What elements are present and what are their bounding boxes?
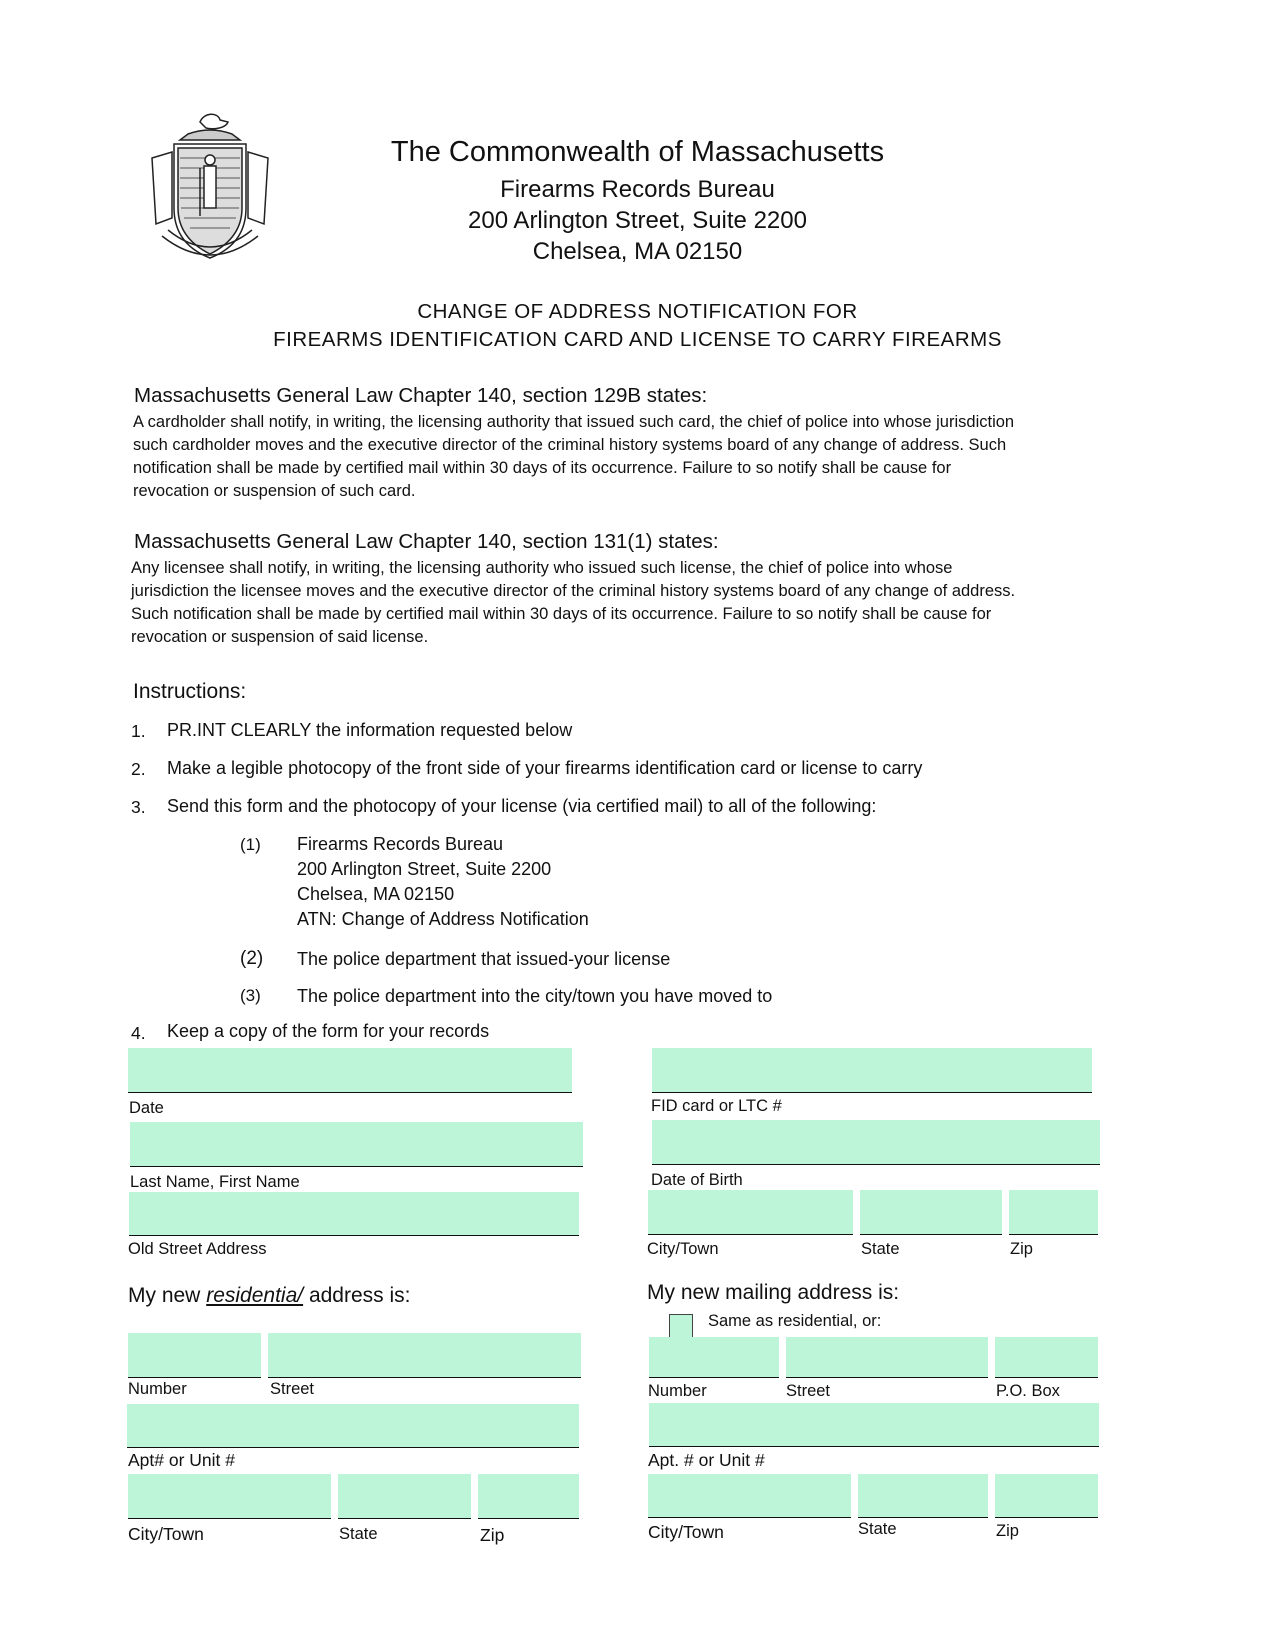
law1-text (133, 411, 1133, 503)
recipient-line: The police department into the city/town you have moved to (297, 986, 773, 1006)
date-of-birth-field[interactable] (652, 1120, 1100, 1165)
same-as-residential-label: Same as residential, or: (708, 1312, 882, 1330)
recipient-number: (2) (240, 948, 264, 969)
same-as-residential-checkbox[interactable] (669, 1314, 693, 1338)
form-title-line1: CHANGE OF ADDRESS NOTIFICATION FOR (417, 300, 858, 323)
bureau-street: 200 Arlington Street, Suite 2200 (468, 207, 807, 234)
recipient-line: ATN: Change of Address Notification (297, 909, 589, 929)
mailing-apt-label: Apt. # or Unit # (648, 1450, 765, 1470)
old-zip-field[interactable] (1009, 1190, 1098, 1235)
mailing-state-label: State (858, 1520, 897, 1538)
instructions-heading: Instructions: (133, 680, 247, 703)
residential-state-label: State (339, 1525, 378, 1543)
residential-street-label: Street (270, 1380, 315, 1398)
fid-ltc-number-label: FID card or LTC # (651, 1097, 782, 1115)
bureau-name: Firearms Records Bureau (500, 176, 775, 203)
old-city-label: City/Town (647, 1240, 719, 1258)
date-label: Date (129, 1099, 164, 1117)
name-label: Last Name, First Name (130, 1173, 300, 1191)
name-field[interactable] (130, 1122, 583, 1167)
bureau-city: Chelsea, MA 02150 (532, 238, 743, 265)
law2-line: revocation or suspension of said license. (131, 628, 429, 646)
old-street-address-field[interactable] (129, 1192, 579, 1236)
step-number: 1. (131, 721, 146, 741)
step-text: Make a legible photocopy of the front side of your firearms identification card or license to carry (167, 758, 923, 778)
recipient-line: Firearms Records Bureau (297, 834, 504, 854)
date-field[interactable] (128, 1048, 572, 1093)
law1-line: revocation or suspension of such card. (133, 482, 416, 500)
residential-city-field[interactable] (128, 1474, 331, 1519)
mailing-pobox-label: P.O. Box (996, 1382, 1060, 1400)
residential-zip-field[interactable] (478, 1474, 579, 1519)
step-text: Send this form and the photocopy of your license (via certified mail) to all of the following: (167, 796, 877, 816)
residential-city-label: City/Town (128, 1524, 204, 1544)
residential-street-field[interactable] (268, 1333, 581, 1378)
law2-line: jurisdiction the licensee moves and the executive director of the criminal history systems board of any change of address. (131, 582, 1016, 600)
residential-number-field[interactable] (128, 1333, 261, 1378)
mailing-number-field[interactable] (649, 1337, 779, 1378)
mailing-heading: My new mailing address is: (647, 1281, 900, 1304)
recipient-address (297, 832, 589, 932)
residential-heading-pre: My new (128, 1284, 201, 1307)
law1-line: A cardholder shall notify, in writing, the licensing authority that issued such card, the chief of police into whose jurisdiction (133, 413, 1015, 431)
residential-state-field[interactable] (338, 1474, 471, 1519)
mailing-zip-label: Zip (996, 1522, 1019, 1540)
step-text: PR.INT CLEARLY the information requested below (167, 720, 573, 740)
mailing-number-label: Number (648, 1382, 707, 1400)
residential-heading (128, 1284, 410, 1308)
residential-zip-label: Zip (480, 1525, 505, 1545)
step-number: 4. (131, 1023, 146, 1043)
mailing-street-field[interactable] (786, 1337, 988, 1378)
mailing-street-label: Street (786, 1382, 831, 1400)
mailing-city-field[interactable] (648, 1474, 851, 1518)
old-state-label: State (861, 1240, 900, 1258)
law2-line: Any licensee shall notify, in writing, the licensing authority who issued such license, the chief of police into whose (131, 559, 953, 577)
mailing-state-field[interactable] (858, 1474, 988, 1518)
law1-line: notification shall be made by certified mail within 30 days of its occurrence. Failure to so notify shall be cause for (133, 459, 952, 477)
old-zip-label: Zip (1010, 1240, 1033, 1258)
recipient-number: (1) (240, 835, 261, 854)
residential-heading-word: residentia/ (206, 1284, 304, 1307)
fid-ltc-number-field[interactable] (652, 1048, 1092, 1093)
residential-number-label: Number (128, 1380, 187, 1398)
recipient-line: 200 Arlington Street, Suite 2200 (297, 859, 552, 879)
step-number: 3. (131, 797, 146, 817)
law2-text (131, 557, 1131, 649)
mailing-zip-field[interactable] (995, 1474, 1098, 1518)
mailing-pobox-field[interactable] (995, 1337, 1098, 1378)
law2-line: Such notification shall be made by certified mail within 30 days of its occurrence. Failure to so notify shall be cause for (131, 605, 992, 623)
law1-line: such cardholder moves and the executive director of the criminal history systems board of any change of address. Such (133, 436, 1007, 454)
old-state-field[interactable] (860, 1190, 1002, 1235)
residential-heading-post: address is: (308, 1284, 411, 1307)
law1-heading: Massachusetts General Law Chapter 140, section 129B states: (134, 384, 708, 407)
step-number: 2. (131, 759, 146, 779)
old-street-address-label: Old Street Address (128, 1240, 267, 1258)
recipient-line: Chelsea, MA 02150 (297, 884, 455, 904)
recipient-number: (3) (240, 986, 261, 1005)
law2-heading: Massachusetts General Law Chapter 140, section 131(1) states: (134, 530, 719, 553)
mailing-apt-field[interactable] (649, 1403, 1099, 1447)
date-of-birth-label: Date of Birth (651, 1171, 743, 1189)
page-title: The Commonwealth of Massachusetts (390, 136, 885, 168)
mailing-city-label: City/Town (648, 1522, 724, 1542)
form-title-line2: FIREARMS IDENTIFICATION CARD AND LICENSE TO CARRY FIREARMS (273, 328, 1002, 351)
residential-apt-field[interactable] (127, 1404, 579, 1448)
old-city-field[interactable] (648, 1190, 853, 1235)
step-text: Keep a copy of the form for your records (167, 1021, 490, 1041)
residential-apt-label: Apt# or Unit # (128, 1450, 235, 1470)
recipient-line: The police department that issued-your license (297, 949, 671, 969)
